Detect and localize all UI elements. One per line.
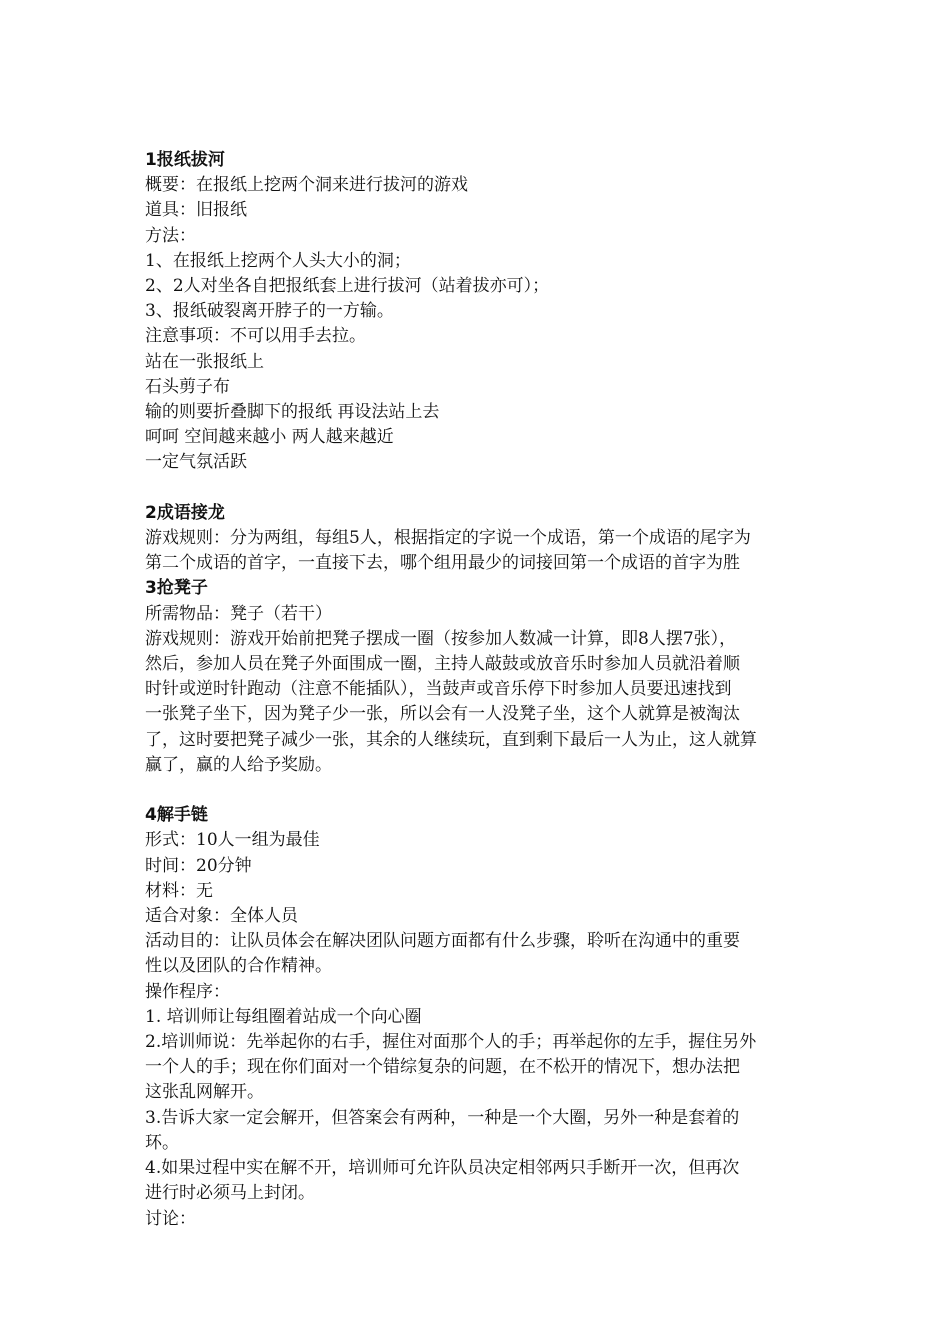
text-line: 方法：	[145, 225, 196, 246]
text-line: 时间：20分钟	[145, 855, 252, 876]
text-line: 环。	[145, 1132, 179, 1153]
text-line: 2.培训师说：先举起你的右手，握住对面那个人的手；再举起你的左手，握住另外	[145, 1032, 757, 1053]
section-musical-chairs	[145, 576, 810, 778]
text-line: 道具：旧报纸	[145, 200, 247, 221]
text-line: 3.告诉大家一定会解开，但答案会有两种，一种是一个大圈，另外一种是套着的	[145, 1107, 740, 1128]
text-line: 形式：10人一组为最佳	[145, 830, 320, 851]
text-line: 了，这时要把凳子减少一张，其余的人继续玩，直到剩下最后一人为止，这人就算	[145, 729, 757, 750]
text-line: 时针或逆时针跑动（注意不能插队），当鼓声或音乐停下时参加人员要迅速找到	[145, 679, 732, 700]
blank-line	[145, 778, 810, 803]
section-heading: 4解手链	[145, 805, 208, 826]
text-line: 注意事项：不可以用手去拉。	[145, 326, 366, 347]
text-line: 3、报纸破裂离开脖子的一方输。	[145, 301, 394, 322]
text-line: 4.如果过程中实在解不开，培训师可允许队员决定相邻两只手断开一次，但再次	[145, 1158, 740, 1179]
text-line: 站在一张报纸上	[145, 351, 264, 372]
section-newspaper-tug-of-war	[145, 148, 810, 476]
text-line: 一定气氛活跃	[145, 452, 247, 473]
text-line: 赢了，赢的人给予奖励。	[145, 754, 332, 775]
text-line: 进行时必须马上封闭。	[145, 1183, 315, 1204]
section-idiom-chain	[145, 501, 810, 577]
text-line: 第二个成语的首字，一直接下去，哪个组用最少的词接回第一个成语的首字为胜	[145, 553, 740, 574]
text-line: 材料：无	[145, 880, 213, 901]
text-line: 概要：在报纸上挖两个洞来进行拔河的游戏	[145, 175, 468, 196]
section-heading: 1报纸拔河	[145, 150, 225, 170]
text-line: 然后，参加人员在凳子外面围成一圈，主持人敲鼓或放音乐时参加人员就沿着顺	[145, 654, 740, 675]
section-heading: 2成语接龙	[145, 502, 225, 523]
text-line: 操作程序：	[145, 981, 230, 1002]
text-line: 性以及团队的合作精神。	[145, 956, 332, 977]
text-line: 一张凳子坐下，因为凳子少一张，所以会有一人没凳子坐，这个人就算是被淘汰	[145, 704, 740, 725]
text-line: 一个人的手；现在你们面对一个错综复杂的问题，在不松开的情况下，想办法把	[145, 1057, 740, 1078]
text-line: 讨论：	[145, 1208, 196, 1229]
text-line: 呵呵 空间越来越小 两人越来越近	[145, 427, 394, 448]
text-line: 2、2人对坐各自把报纸套上进行拔河（站着拔亦可）；	[145, 276, 550, 297]
section-heading: 3抢凳子	[145, 578, 208, 599]
document-page	[145, 148, 810, 1232]
text-line: 活动目的：让队员体会在解决团队问题方面都有什么步骤，聆听在沟通中的重要	[145, 931, 740, 952]
text-line: 游戏规则：游戏开始前把凳子摆成一圈（按参加人数减一计算，即8人摆7张），	[145, 628, 737, 649]
text-line: 适合对象：全体人员	[145, 906, 298, 927]
text-line: 游戏规则：分为两组，每组5人，根据指定的字说一个成语，第一个成语的尾字为	[145, 528, 751, 549]
section-human-knot	[145, 803, 810, 1231]
blank-line	[145, 476, 810, 501]
text-line: 1. 培训师让每组圈着站成一个向心圈	[145, 1006, 422, 1027]
text-line: 所需物品：凳子（若干）	[145, 603, 332, 624]
text-line: 输的则要折叠脚下的报纸 再设法站上去	[145, 402, 440, 423]
text-line: 1、在报纸上挖两个人头大小的洞；	[145, 250, 411, 271]
text-line: 石头剪子布	[145, 376, 230, 397]
text-line: 这张乱网解开。	[145, 1082, 264, 1103]
